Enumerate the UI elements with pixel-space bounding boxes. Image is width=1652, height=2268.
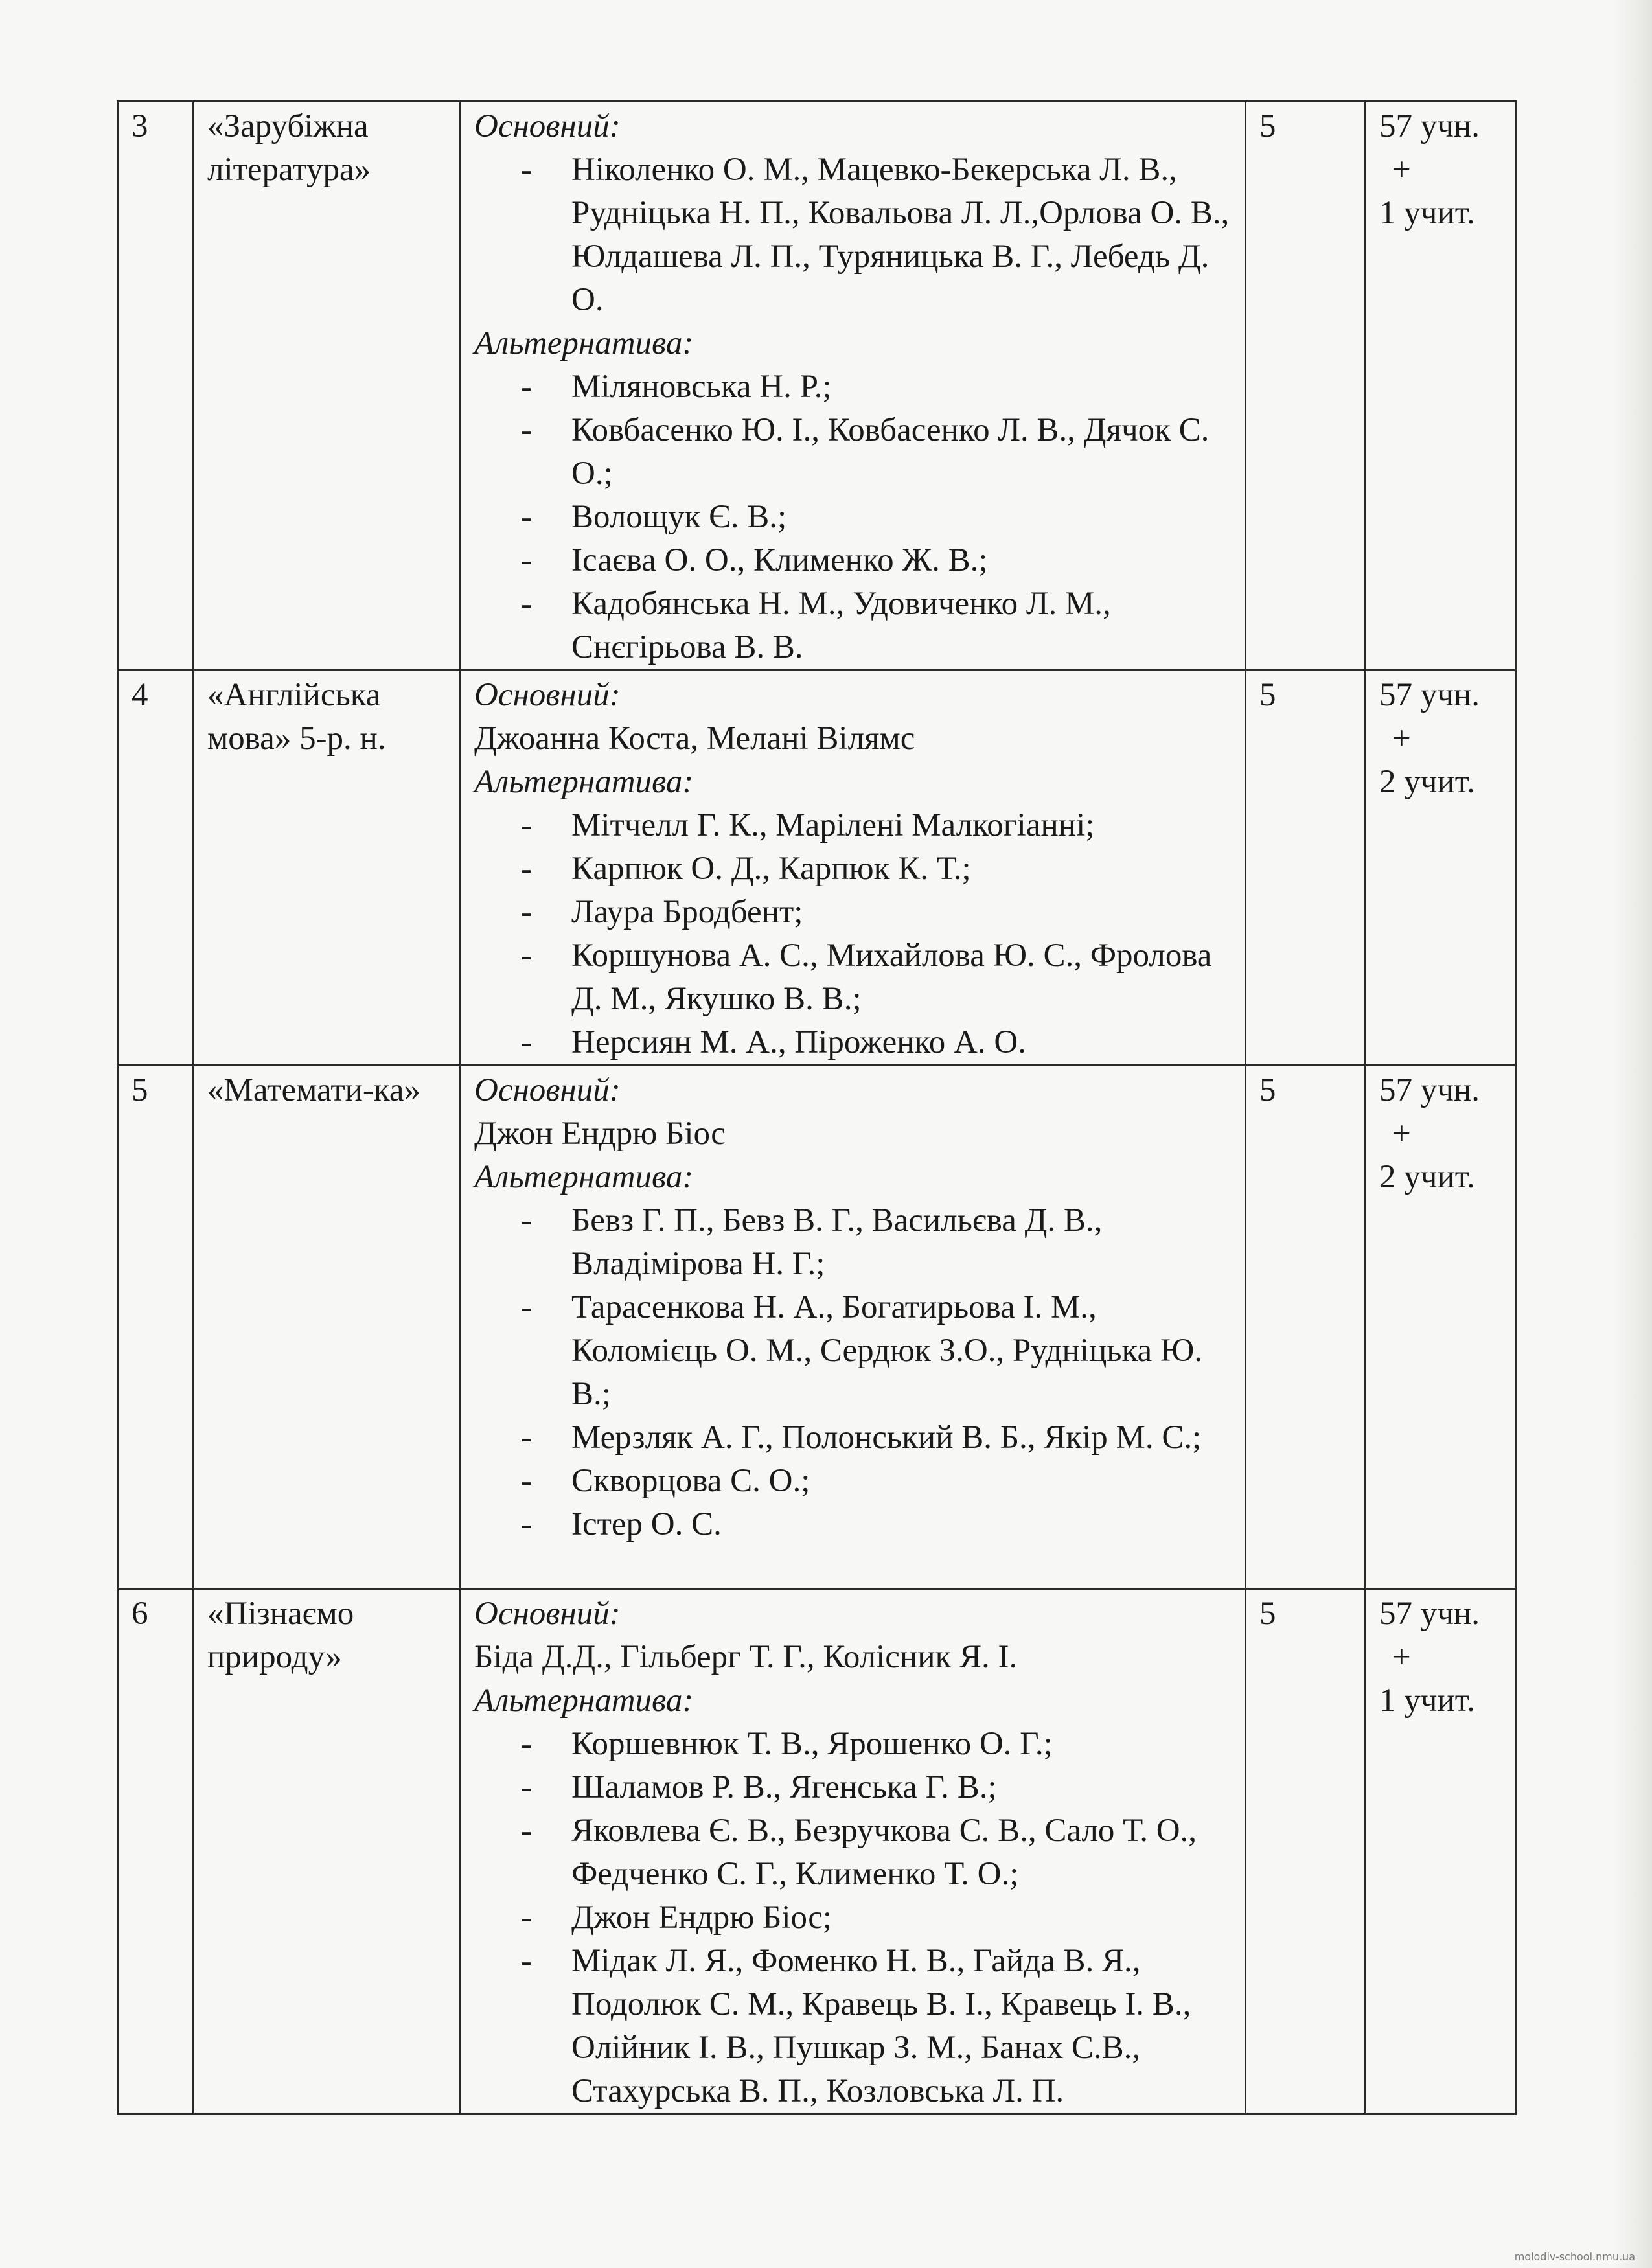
list-item: - Міляновська Н. Р.; — [571, 365, 1233, 409]
alternative-authors-list — [474, 804, 1233, 1064]
row-number: 5 — [118, 1066, 194, 1589]
table-row — [118, 1066, 1516, 1589]
table-row — [118, 1589, 1516, 2114]
students-count: 57 учн. — [1379, 108, 1480, 144]
main-authors-list — [474, 148, 1233, 322]
list-item: - Ніколенко О. М., Мацевко-Бекерська Л. В., Рудніцька Н. П., Ковальова Л. Л.,Орлова О. В., Юлдашева Л. П., Туряницька В. Г., Лебедь Д. О. — [571, 148, 1233, 322]
quantity-cell — [1366, 1589, 1516, 2114]
grade-cell: 5 — [1246, 102, 1366, 670]
list-item: - Мітчелл Г. К., Марілені Малкогіанні; — [571, 804, 1233, 847]
main-label: Основний: — [474, 1072, 621, 1108]
alternative-authors-list — [474, 1199, 1233, 1546]
list-item: - Коршевнюк Т. В., Ярошенко О. Г.; — [571, 1723, 1233, 1766]
list-item: - Скворцова С. О.; — [571, 1460, 1233, 1503]
main-authors: Біда Д.Д., Гільберг Т. Г., Колісник Я. І. — [474, 1639, 1018, 1675]
authors-cell — [461, 1066, 1246, 1589]
list-item: - Джон Ендрю Біос; — [571, 1896, 1233, 1940]
list-item: - Нерсиян М. А., Піроженко А. О. — [571, 1021, 1233, 1064]
alternative-label: Альтернатива: — [474, 764, 694, 800]
subject-name: «Математи-ка» — [207, 1072, 421, 1108]
main-label: Основний: — [474, 1596, 621, 1632]
list-item: - Карпюк О. Д., Карпюк К. Т.; — [571, 847, 1233, 891]
list-item: - Бевз Г. П., Бевз В. Г., Васильєва Д. В., Владімірова Н. Г.; — [571, 1199, 1233, 1286]
teachers-count: 1 учит. — [1379, 1682, 1475, 1719]
list-item: - Мідак Л. Я., Фоменко Н. В., Гайда В. Я., Подолюк С. М., Кравець В. І., Кравець І. В., Олійник І. В., Пушкар З. М., Банах С.В., Стахурська В. П., Козловська Л. П. — [571, 1940, 1233, 2113]
table-row — [118, 670, 1516, 1066]
list-item: - Мерзляк А. Г., Полонський В. Б., Якір М. С.; — [571, 1416, 1233, 1460]
list-item: - Яковлева Є. В., Безручкова С. В., Сало Т. О., Федченко С. Г., Клименко Т. О.; — [571, 1809, 1233, 1896]
subject-cell — [194, 670, 461, 1066]
subject-cell — [194, 102, 461, 670]
main-authors: Джон Ендрю Біос — [474, 1116, 726, 1152]
site-watermark: molodiv-school.nmu.ua — [1514, 2251, 1635, 2263]
teachers-count: 2 учит. — [1379, 764, 1475, 800]
textbook-table — [117, 100, 1517, 2115]
authors-cell — [461, 670, 1246, 1066]
quantity-cell — [1366, 1066, 1516, 1589]
list-item: - Коршунова А. С., Михайлова Ю. С., Фролова Д. М., Якушко В. В.; — [571, 934, 1233, 1021]
table-row — [118, 102, 1516, 670]
row-number: 4 — [118, 670, 194, 1066]
quantity-cell — [1366, 102, 1516, 670]
list-item: - Ковбасенко Ю. І., Ковбасенко Л. В., Дячок С. О.; — [571, 409, 1233, 496]
teachers-count: 1 учит. — [1379, 195, 1475, 231]
scan-page-edge — [1613, 0, 1652, 2268]
subject-cell — [194, 1589, 461, 2114]
plus-sign: + — [1392, 1116, 1411, 1152]
plus-sign: + — [1392, 1639, 1411, 1675]
plus-sign: + — [1392, 720, 1411, 757]
list-item: - Істер О. С. — [571, 1503, 1233, 1546]
grade-cell: 5 — [1246, 1066, 1366, 1589]
main-label: Основний: — [474, 677, 621, 713]
subject-name: «Зарубіжна література» — [207, 108, 371, 188]
students-count: 57 учн. — [1379, 1596, 1480, 1632]
row-number: 3 — [118, 102, 194, 670]
alternative-label: Альтернатива: — [474, 325, 694, 361]
list-item: - Ісаєва О. О., Клименко Ж. В.; — [571, 539, 1233, 582]
list-item: - Кадобянська Н. М., Удовиченко Л. М., Снєгірьова В. В. — [571, 582, 1233, 669]
alternative-authors-list — [474, 1723, 1233, 2113]
main-label: Основний: — [474, 108, 621, 144]
quantity-cell — [1366, 670, 1516, 1066]
students-count: 57 учн. — [1379, 1072, 1480, 1108]
subject-name: «Пізнаємо природу» — [207, 1596, 354, 1675]
students-count: 57 учн. — [1379, 677, 1480, 713]
grade-cell: 5 — [1246, 670, 1366, 1066]
teachers-count: 2 учит. — [1379, 1159, 1475, 1195]
plus-sign: + — [1392, 152, 1411, 188]
grade-cell: 5 — [1246, 1589, 1366, 2114]
alternative-label: Альтернатива: — [474, 1159, 694, 1195]
subject-cell — [194, 1066, 461, 1589]
authors-cell — [461, 102, 1246, 670]
alternative-authors-list — [474, 365, 1233, 669]
list-item: - Лаура Бродбент; — [571, 891, 1233, 934]
main-authors: Джоанна Коста, Мелані Вілямс — [474, 720, 915, 757]
subject-name: «Англійська мова» 5-р. н. — [207, 677, 386, 757]
alternative-label: Альтернатива: — [474, 1682, 694, 1719]
list-item: - Шаламов Р. В., Ягенська Г. В.; — [571, 1766, 1233, 1809]
list-item: - Волощук Є. В.; — [571, 496, 1233, 539]
authors-cell — [461, 1589, 1246, 2114]
list-item: - Тарасенкова Н. А., Богатирьова І. М., Коломієць О. М., Сердюк З.О., Рудніцька Ю. В.; — [571, 1286, 1233, 1416]
row-number: 6 — [118, 1589, 194, 2114]
